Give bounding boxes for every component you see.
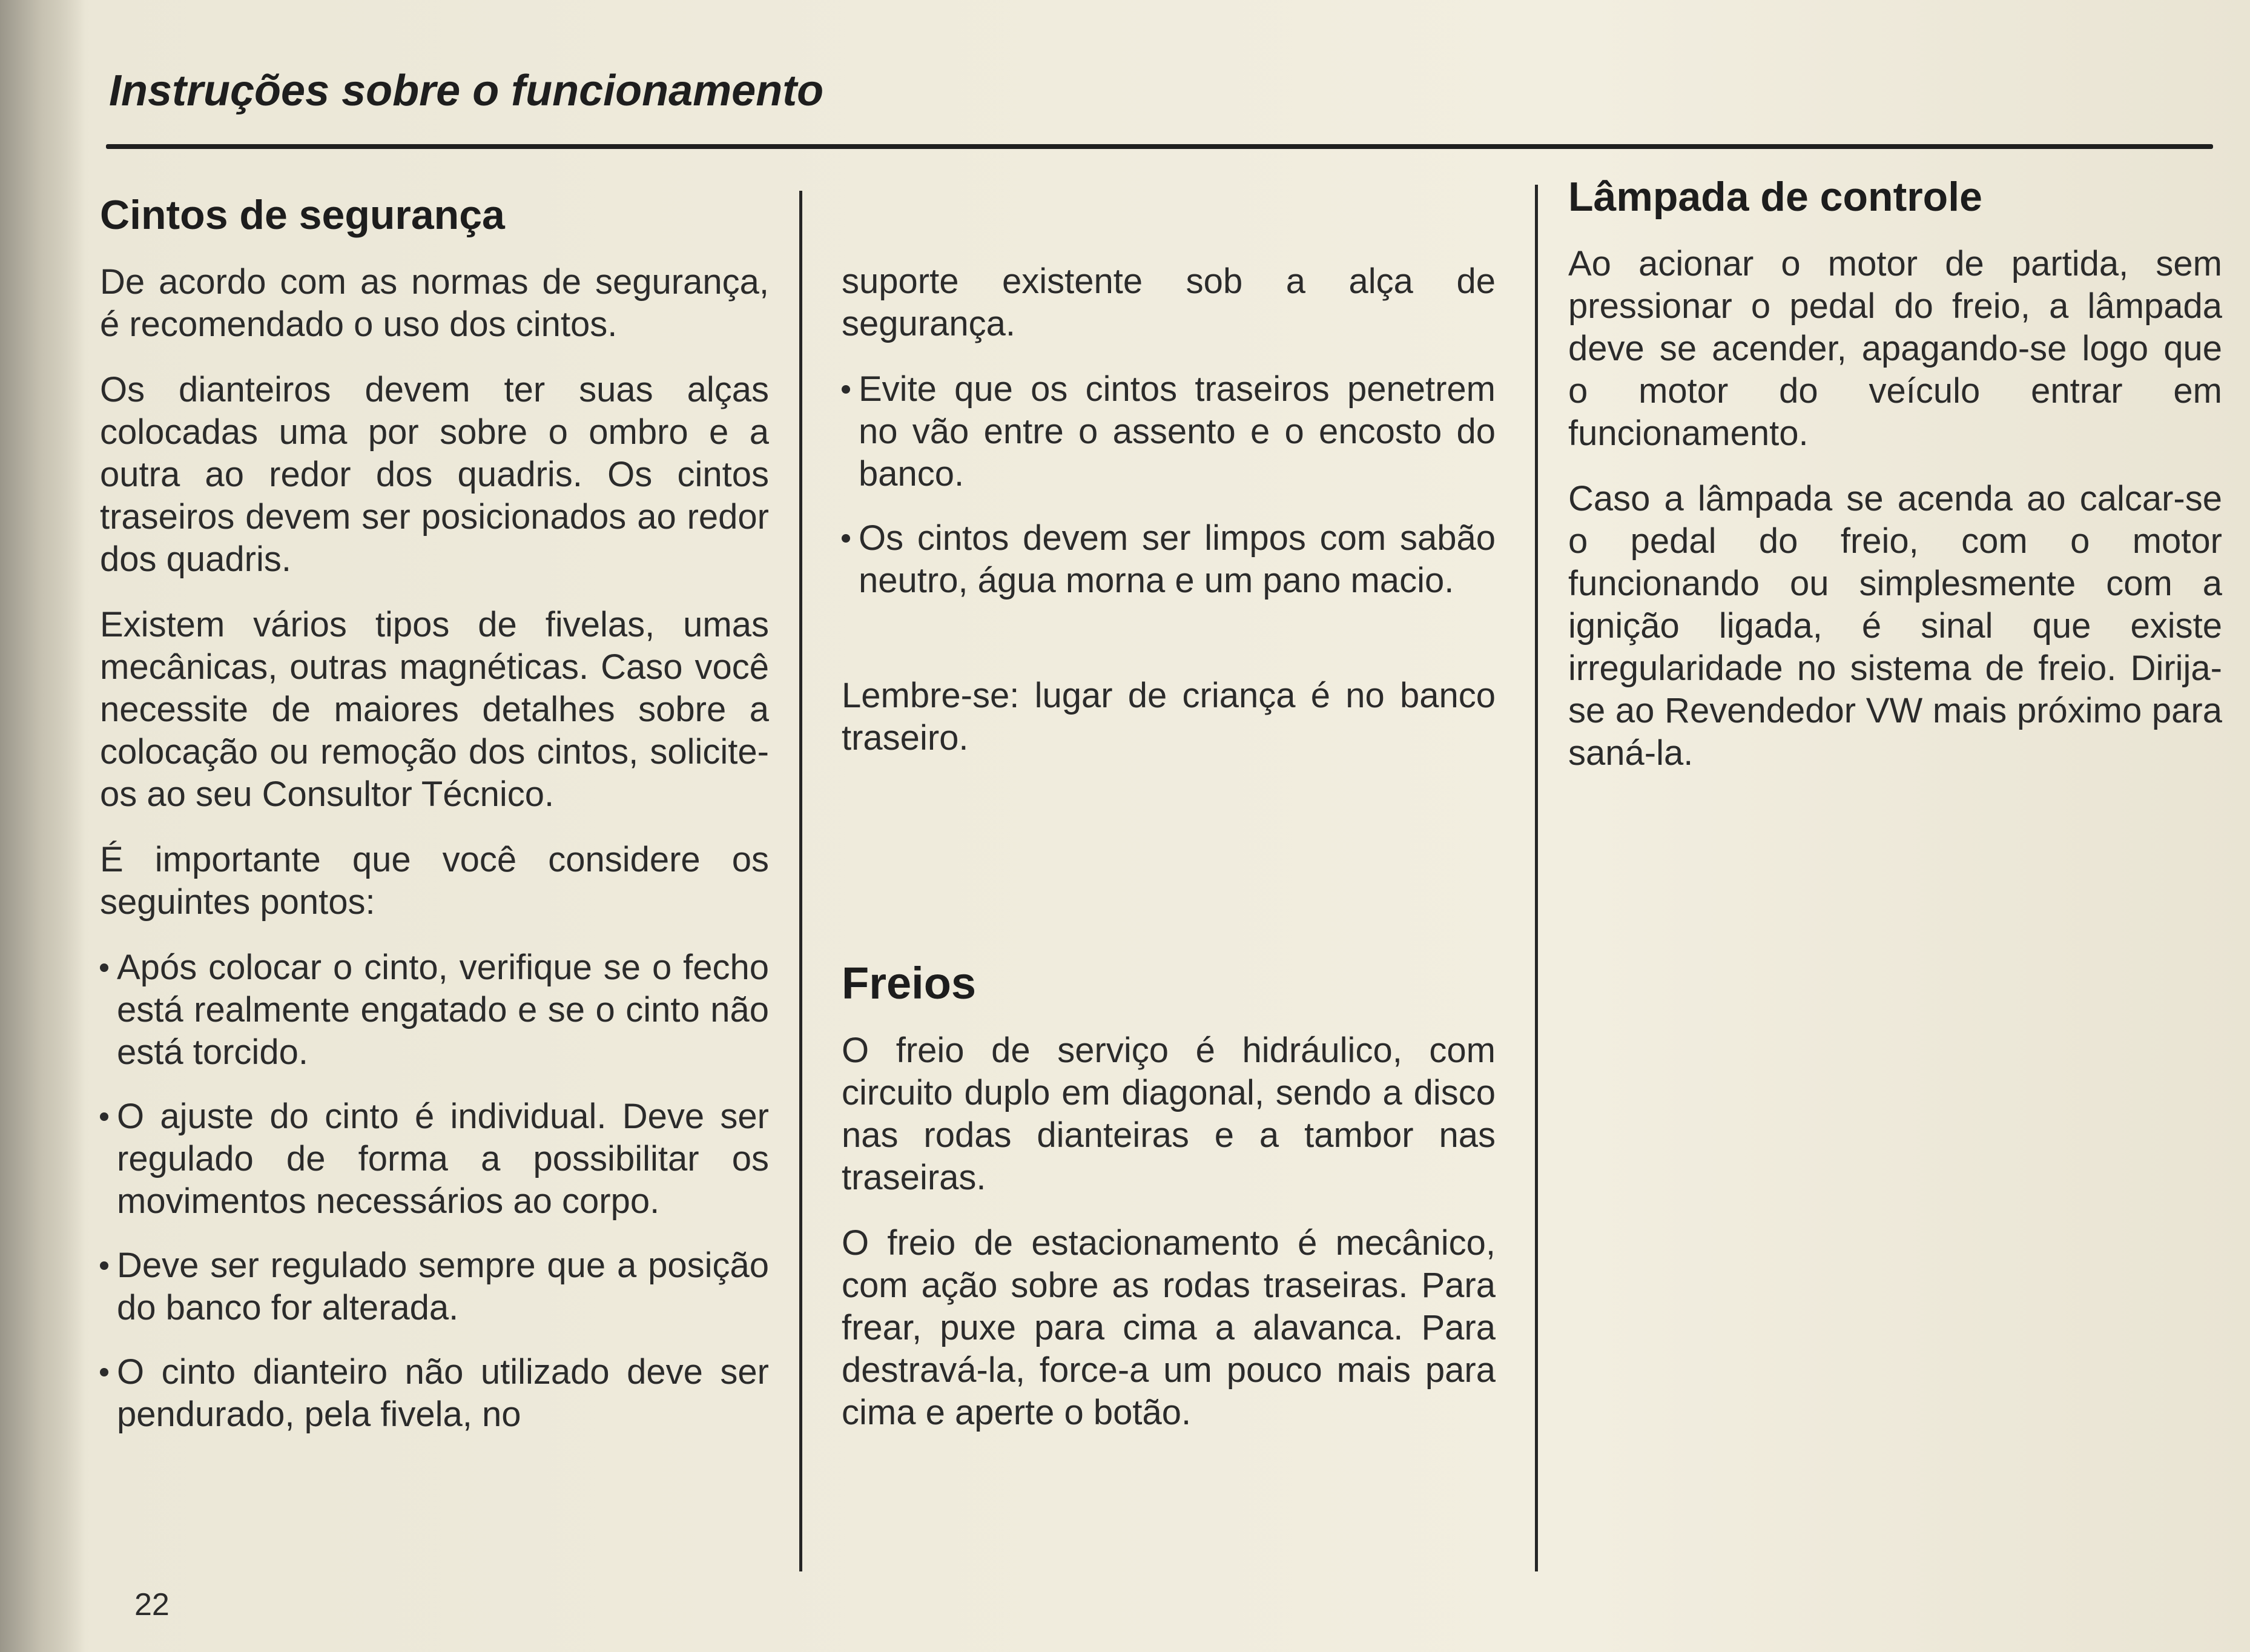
bullet-item <box>100 947 769 1074</box>
page-header <box>109 58 2107 124</box>
bullet-item <box>842 517 1496 602</box>
bullet-text: Evite que os cintos traseiros penetrem no vão entre o assento e o encosto do banco. <box>859 369 1496 494</box>
bullet-dot <box>100 1112 108 1121</box>
paragraph: Os dianteiros devem ter suas alças colocadas uma por sobre o ombro e a outra ao redor dos quadris. Os cintos traseiros devem ser posicionados ao redor dos quadris. <box>100 370 769 579</box>
bullet-item <box>100 1244 769 1329</box>
bullet-item <box>100 1095 769 1223</box>
header-title: Instruções sobre o funcionamento <box>109 67 824 115</box>
bullet-text: Os cintos devem ser limpos com sabão neutro, água morna e um pano macio. <box>859 518 1496 600</box>
column-3 <box>1568 173 2222 798</box>
reminder-text: Lembre-se: lugar de criança é no banco traseiro. <box>842 676 1496 758</box>
bullet-text: O cinto dianteiro não utilizado deve ser pendurado, pela fivela, no <box>117 1352 769 1434</box>
header-rule <box>106 144 2213 149</box>
heading-cintos: Cintos de segurança <box>100 192 505 238</box>
paragraph: Caso a lâmpada se acenda ao calcar-se o pedal do freio, com o motor funcionando ou simplesmente com a ignição ligada, é sinal que existe irregularidade no sistema de freio. Dirija-se ao Revendedor VW mais próximo para saná-la. <box>1568 479 2222 773</box>
paragraph-continuation: suporte existente sob a alça de segurança. <box>842 262 1496 343</box>
heading-lampada: Lâmpada de controle <box>1568 174 1982 220</box>
bullet-dot <box>842 385 850 394</box>
page-edge-shadow <box>0 0 85 1652</box>
bullet-dot <box>842 534 850 543</box>
paragraph: O freio de serviço é hidráulico, com circuito duplo em diagonal, sendo a disco nas rodas dianteiras e a tambor nas traseiras. <box>842 1031 1496 1197</box>
column-2 <box>842 260 1496 1457</box>
paragraph: Ao acionar o motor de partida, sem pressionar o pedal do freio, a lâmpada deve se acender, apagando-se logo que o motor do veículo entrar em funcionamento. <box>1568 244 2222 453</box>
bullet-text: Após colocar o cinto, verifique se o fecho está realmente engatado e se o cinto não está torcido. <box>117 948 769 1072</box>
bullet-dot <box>100 963 108 972</box>
column-divider-2 <box>1535 185 1538 1571</box>
bullet-item <box>842 368 1496 495</box>
bullet-text: O ajuste do cinto é individual. Deve ser regulado de forma a possibilitar os movimentos necessários ao corpo. <box>117 1097 769 1221</box>
bullet-text: Deve ser regulado sempre que a posição do banco for alterada. <box>117 1246 769 1327</box>
heading-freios: Freios <box>842 958 977 1008</box>
column-1 <box>100 191 769 1458</box>
paragraph: Existem vários tipos de fivelas, umas mecânicas, outras magnéticas. Caso você necessite de maiores detalhes sobre a colocação ou remoção dos cintos, solicite-os ao seu Consultor Técnico. <box>100 605 769 814</box>
page-number: 22 <box>134 1587 170 1622</box>
bullet-dot <box>100 1261 108 1270</box>
paragraph: De acordo com as normas de segurança, é recomendado o uso dos cintos. <box>100 262 769 344</box>
column-divider-1 <box>799 191 802 1571</box>
paragraph: É importante que você considere os seguintes pontos: <box>100 840 769 922</box>
bullet-dot <box>100 1368 108 1376</box>
bullet-item <box>100 1351 769 1436</box>
paragraph: O freio de estacionamento é mecânico, com ação sobre as rodas traseiras. Para frear, puxe para cima a alavanca. Para destravá-la, force-a um pouco mais para cima e aperte o botão. <box>842 1223 1496 1432</box>
